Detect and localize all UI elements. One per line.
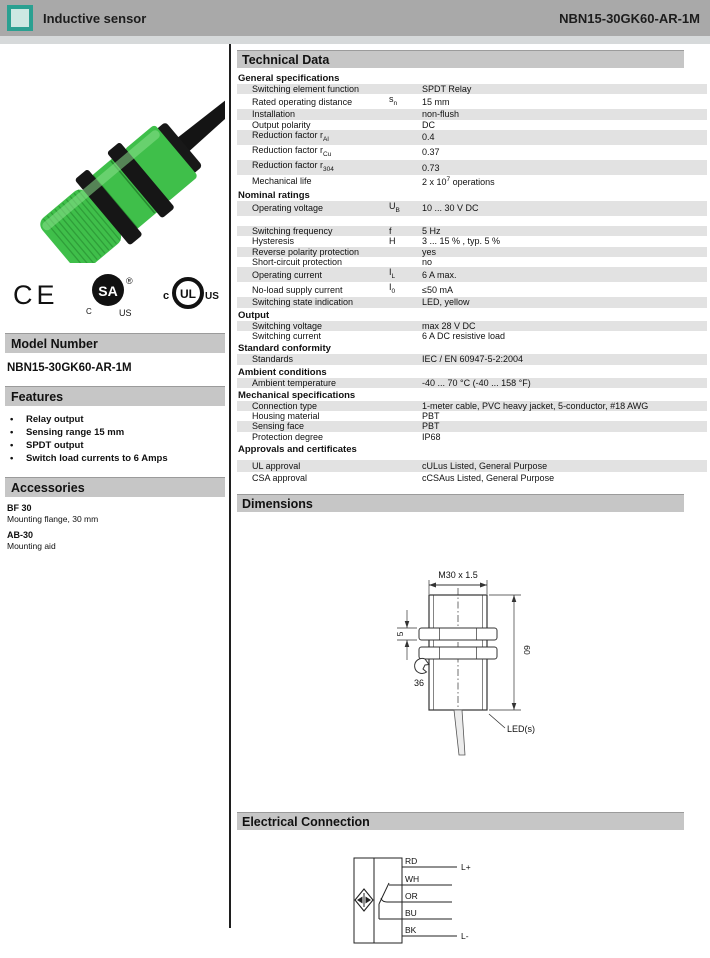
spec-row: Reverse polarity protection yes [237,247,707,257]
features-section-header [5,386,225,406]
spec-section-title: General specifications [238,73,340,84]
spec-row: Output polarity DC [252,119,435,130]
wiring-diagram [237,830,707,958]
feature-text: Switch load currents to 6 Amps [26,453,168,464]
accessory-name: BF 30 [7,503,32,513]
wire-label-or: OR [405,891,418,901]
accessory-name: AB-30 [7,530,34,540]
supply-plus-label: L+ [461,862,471,872]
features-title: Features [11,389,64,404]
spec-row: Operating voltage $U_B$ 10 ... 30 V DC [237,201,707,216]
bullet-icon: • [10,453,14,464]
wire-label-wh: WH [405,874,420,884]
ce-mark-icon [11,274,63,314]
spec-row: Rated operating distance $s_n$ 15 mm [252,94,450,108]
feature-item [7,413,225,426]
spec-row: Reduction factor $r_{304}$ 0.73 [237,160,707,175]
wire-label-bk: BK [405,925,417,935]
svg-text:SA: SA [98,283,118,299]
page-header [0,0,710,36]
feature-item [7,452,225,465]
electrical-connection-header [237,812,684,830]
column-divider [229,44,231,928]
sidebar [5,44,225,551]
spec-row: Switching current 6 A DC resistive load [252,330,506,341]
spec-row: Sensing face PBT [237,421,707,431]
wire-label-bu: BU [405,908,417,918]
svg-text:CE: CE [13,280,59,310]
svg-text:c: c [163,290,170,302]
spec-row: Operating current $I_L$ 6 A max. [237,267,707,282]
accessory-desc: Mounting aid [7,541,56,551]
spec-section [237,73,707,188]
spec-section [237,444,707,484]
spec-row: Installation non-flush [237,109,707,119]
spec-row: Reduction factor $r_{Cu}$ 0.37 [252,145,440,158]
svg-text:US: US [119,308,132,318]
product-category: Inductive sensor [43,10,147,26]
spec-section [237,343,707,364]
dimensions-title: Dimensions [242,496,313,511]
spec-row: Switching element function SPDT Relay [237,84,707,94]
spec-section [237,390,707,442]
supply-minus-label: L- [461,931,469,941]
electrical-connection-title: Electrical Connection [242,814,370,829]
spec-section [237,367,707,388]
model-number-title: Model Number [11,336,98,351]
spec-row: Short-circuit protection no [252,256,433,267]
wrench-icon [415,658,429,673]
spec-row: Switching state indication LED, yellow [237,297,707,307]
technical-data-header [237,50,684,68]
spec-row: Switching voltage max 28 V DC [237,321,707,331]
spec-row: Switching frequency f 5 Hz [237,226,707,236]
technical-data-table [237,73,707,484]
spec-section-title: Mechanical specifications [238,389,356,401]
svg-text:5: 5 [395,631,405,637]
accessory-item [5,503,225,524]
technical-data-title: Technical Data [242,52,330,67]
brand-logo [7,5,33,31]
spec-row: UL approval cULus Listed, General Purpose [237,460,707,472]
model-number-section-header [5,333,225,353]
feature-text: SPDT output [26,440,84,451]
spec-section [237,310,707,342]
feature-item [7,439,225,452]
spec-row: CSA approval cCSAus Listed, General Purpose [252,473,555,483]
svg-text:M30 x 1.5: M30 x 1.5 [438,570,478,580]
header-shadow-strip [0,36,710,44]
spec-row: Standards IEC / EN 60947-5-2:2004 [237,354,707,364]
spec-section-title: Standard conformity [238,343,331,355]
spec-section-title: Output [238,309,270,321]
wire-label-rd: RD [405,856,418,866]
svg-text:60: 60 [522,645,532,655]
certification-marks [5,263,225,325]
dimensions-header [237,494,684,512]
spec-row: Mechanical life 2 x $10^7$ operations [252,176,495,188]
spec-row: No-load supply current $I_0$ ≤50 mA [252,282,453,296]
accessories-section-header [5,477,225,497]
model-number-value: NBN15-30GK60-AR-1M [7,362,132,374]
accessory-item [5,530,225,551]
bullet-icon: • [10,414,14,425]
spec-row: Reduction factor $r_{Al}$ 0.4 [237,130,707,145]
csa-mark-icon [83,270,137,318]
spec-section-title: Ambient conditions [238,366,327,378]
svg-text:US: US [205,291,219,302]
svg-text:®: ® [126,276,133,286]
svg-text:36: 36 [414,678,425,688]
spec-section [237,190,707,308]
bullet-icon: • [10,427,14,438]
spec-row: Ambient temperature -40 ... 70 °C (-40 ... 158 °F) [237,378,707,388]
svg-text:C: C [86,307,92,316]
spec-row: Protection degree IP68 [252,431,441,442]
dimension-drawing [237,512,707,812]
spec-section-title: Nominal ratings [238,189,310,201]
svg-text:UL: UL [180,287,196,301]
header-model-number: NBN15-30GK60-AR-1M [559,10,700,26]
accessories-title: Accessories [11,480,85,495]
spec-section-title: Approvals and certificates [238,444,357,455]
ul-mark-icon [157,273,219,315]
feature-text: Relay output [26,414,84,425]
bullet-icon: • [10,440,14,451]
spec-row: Connection type 1-meter cable, PVC heavy jacket, 5-conductor, #18 AWG [237,401,707,411]
features-list [5,406,225,469]
inductive-sensor-image [5,48,225,263]
spec-row: Hysteresis H 3 ... 15 % , typ. 5 % [252,236,501,247]
product-photo [5,48,225,263]
spacer-row [237,216,707,226]
feature-text: Sensing range 15 mm [26,427,125,438]
feature-item [7,426,225,439]
accessory-desc: Mounting flange, 30 mm [7,514,99,524]
main-content [237,44,707,958]
svg-text:LED(s): LED(s) [507,724,536,734]
spec-row: Housing material PBT [252,411,440,422]
